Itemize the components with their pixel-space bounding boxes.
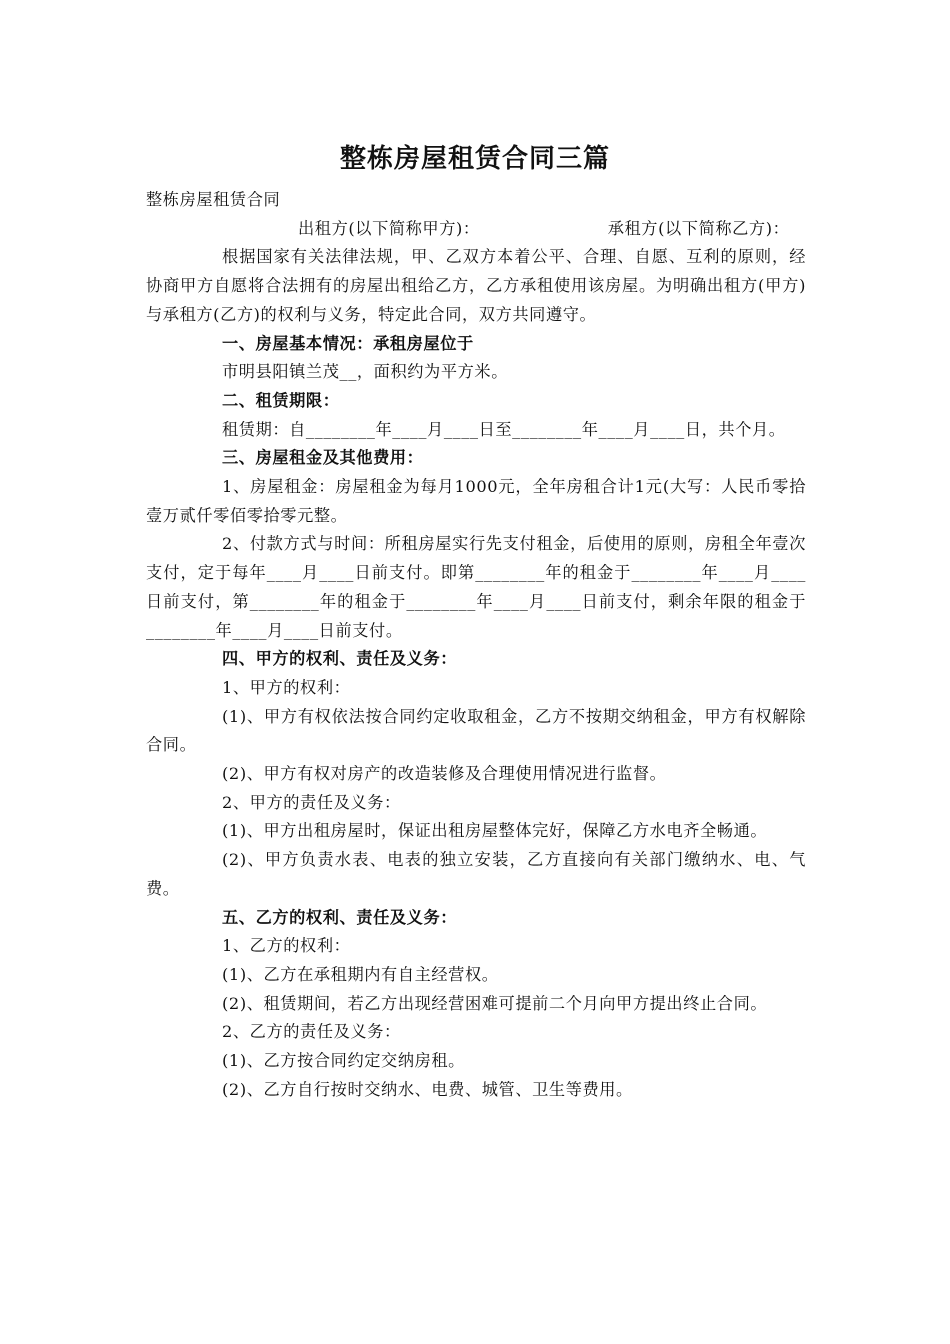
paragraph-intro: 根据国家有关法律法规，甲、乙双方本着公平、合理、自愿、互利的原则，经协商甲方自愿将合法拥有的房屋出租给乙方，乙方承租使用该房屋。为明确出租方(甲方)与承租方(乙方)的权利与义务，特定此合同，双方共同遵守。	[146, 247, 806, 324]
section-heading-5: 五、乙方的权利、责任及义务：	[222, 907, 458, 927]
paragraph: 1、乙方的权利：	[222, 936, 351, 956]
paragraph: (1)、乙方在承租期内有自主经营权。	[222, 964, 499, 984]
parties-line	[146, 215, 806, 244]
paragraph: 市明县阳镇兰茂__，面积约为平方米。	[222, 362, 508, 382]
section-heading-3: 三、房屋租金及其他费用：	[222, 448, 424, 468]
document-subtitle: 整栋房屋租赁合同	[146, 190, 281, 209]
paragraph: 2、付款方式与时间：所租房屋实行先支付租金，后使用的原则，房租全年壹次支付，定于每年____月____日前支付。即第________年的租金于________年____月____日前支付，第________年的租金于________年____月____日前支付，剩余年限的租金于________年____月____日前支付。	[146, 534, 806, 640]
document-title: 整栋房屋租赁合同三篇	[339, 144, 610, 174]
section-heading-4: 四、甲方的权利、责任及义务：	[222, 649, 458, 669]
paragraph: (2)、租赁期间，若乙方出现经营困难可提前二个月向甲方提出终止合同。	[222, 993, 768, 1013]
section-heading-2: 二、租赁期限：	[222, 390, 340, 410]
paragraph: 租赁期：自________年____月____日至________年____月____日，共个月。	[222, 419, 786, 439]
section-heading-1: 一、房屋基本情况：承租房屋位于	[222, 333, 474, 353]
paragraph: (2)、乙方自行按时交纳水、电费、城管、卫生等费用。	[222, 1079, 633, 1099]
party-a-label: 出租方(以下简称甲方)：	[298, 218, 480, 238]
paragraph: (2)、甲方有权对房产的改造装修及合理使用情况进行监督。	[222, 764, 667, 784]
paragraph: 1、房屋租金：房屋租金为每月1000元，全年房租合计1元(大写：人民币零拾壹万贰仟零佰零拾零元整。	[146, 477, 806, 525]
paragraph: 1、甲方的权利：	[222, 677, 351, 697]
document-body	[146, 186, 806, 1105]
paragraph: (2)、甲方负责水表、电表的独立安装，乙方直接向有关部门缴纳水、电、气费。	[146, 850, 806, 898]
paragraph: (1)、甲方有权依法按合同约定收取租金，乙方不按期交纳租金，甲方有权解除合同。	[146, 706, 806, 755]
paragraph: 2、乙方的责任及义务：	[222, 1022, 401, 1042]
paragraph: (1)、甲方出租房屋时，保证出租房屋整体完好，保障乙方水电齐全畅通。	[222, 821, 768, 841]
paragraph: 2、甲方的责任及义务：	[222, 792, 401, 812]
paragraph: (1)、乙方按合同约定交纳房租。	[222, 1051, 465, 1071]
party-b-label: 承租方(以下简称乙方)：	[607, 218, 790, 238]
